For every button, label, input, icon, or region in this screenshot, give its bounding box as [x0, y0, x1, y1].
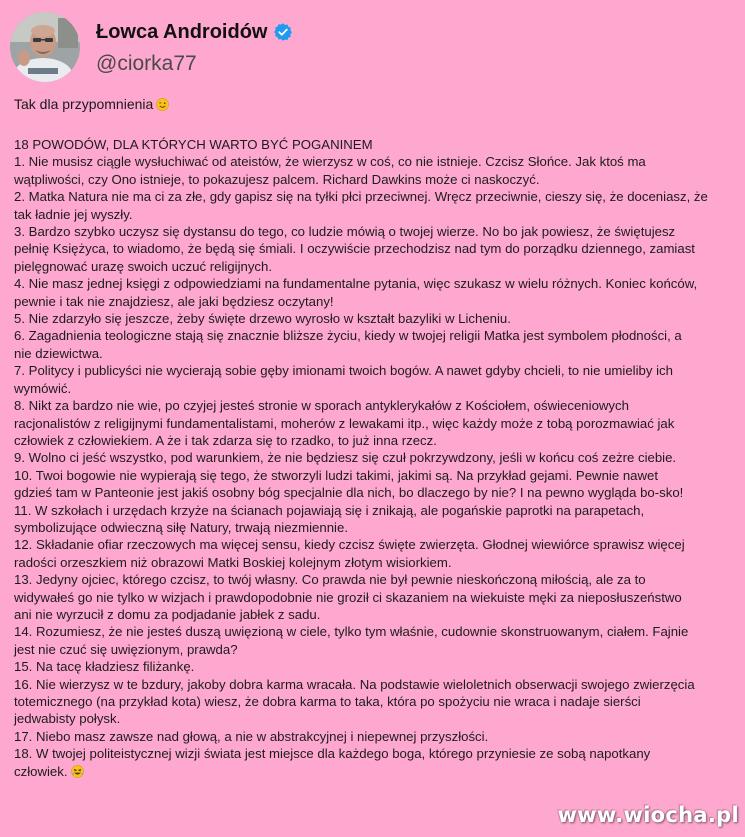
- post-line: [14, 623, 734, 640]
- post-line: [14, 432, 734, 449]
- post-line: [14, 502, 734, 519]
- post-line-text: 6. Zagadnienia teologiczne stają się znacznie bliższe życiu, kiedy w twojej religii Matka jest symbolem płodności, a: [14, 328, 682, 344]
- post-line: [14, 571, 734, 588]
- post-line-text: 4. Nie masz jednej księgi z odpowiedziami na fundamentalne pytania, więc szukasz w wielu różnych. Koniec końców,: [14, 276, 698, 292]
- post-line-text: 7. Politycy i publicyści nie wycierają sobie gęby imionami twoich bogów. A nawet gdyby chcieli, to nie umieliby ich: [14, 363, 673, 379]
- post-line-text: 1. Nie musisz ciągle wysłuchiwać od ateistów, że wierzysz w coś, co nie istnieje. Czcisz Słońce. Jak ktoś ma: [14, 154, 646, 170]
- post-line: [14, 153, 734, 170]
- post-line-text: 14. Rozumiesz, że nie jesteś duszą uwięzioną w ciele, tylko tym właśnie, cudownie skonstruowanym, ciałem. Fajnie: [14, 624, 689, 640]
- post-line: [14, 362, 734, 379]
- post-line-text: 16. Nie wierzysz w te bzdury, jakoby dobra karma wracała. Na podstawie wieloletnich obserwacji swojego zwierzęcia: [14, 676, 695, 692]
- post-line: [14, 710, 734, 727]
- post-line-text: 9. Wolno ci jeść wszystko, pod warunkiem, że nie będziesz się czuł pokrzywdzony, jeśli w końcu coś zeżre ciebie.: [14, 450, 677, 466]
- post-line: [14, 327, 734, 344]
- post-line-text: symbolizujące odwieczną siłę Natury, trwają niezmiennie.: [14, 519, 348, 535]
- post-line: [14, 519, 734, 536]
- site-watermark: www.wiocha.pl: [557, 803, 739, 827]
- post-line-text: racjonalistów z religijnymi fundamentalistami, moherów z lewakami itp., więc każdy może z tobą porozmawiać jak: [14, 415, 675, 431]
- post-line: [14, 676, 734, 693]
- post-line: [14, 763, 734, 780]
- post-line: [14, 554, 734, 571]
- post-line-text: 10. Twoi bogowie nie wypierają się tego, że stworzyli ludzi takimi, jakimi są. Na przykład gejami. Pewnie nawet: [14, 467, 659, 483]
- post-line: [14, 415, 734, 432]
- post-line: [14, 728, 734, 745]
- post-intro-text: Tak dla przypomnienia: [14, 96, 154, 112]
- post-line-text: pełnię Księżyca, to wiadomo, że będą się śmiali. I oczywiście przechodzisz nad tym do porządku dziennego, zamiast: [14, 241, 695, 257]
- post-line-text: 15. Na tacę kładziesz filiżankę.: [14, 659, 195, 675]
- post-line-text: widywałeś go nie tylko w wizjach i prawdopodobnie nie groził ci skazaniem na wiekuiste męki za nieposłuszeństwo: [14, 589, 682, 605]
- avatar-photo: [10, 12, 80, 82]
- post-line-text: ani nie wyrzucił z domu za podjadanie jabłek z sadu.: [14, 606, 321, 622]
- post-line: [14, 449, 734, 466]
- post-line: [14, 606, 734, 623]
- post-line: [14, 293, 734, 310]
- post-line: [14, 658, 734, 675]
- post-line: [14, 484, 734, 501]
- post-line-text: 3. Bardzo szybko uczysz się dystansu do tego, co ludzie mówią o twojej wierze. No bo jak powiesz, że świętujesz: [14, 224, 676, 240]
- post-line: [14, 693, 734, 710]
- post-line: [14, 223, 734, 240]
- post-line: [14, 188, 734, 205]
- post-line-text: radości orzeszkiem niż obrazowi Matki Boskiej kolejnym złotym wisiorkiem.: [14, 554, 452, 570]
- rolling-laughing-face-icon: [71, 765, 84, 778]
- post-line: [14, 240, 734, 257]
- name-row: [96, 21, 293, 44]
- post-line: [14, 745, 734, 762]
- post-line-text: jest nie czuć się uwięzionym, prawda?: [14, 641, 238, 657]
- post-line: [14, 206, 734, 223]
- post-line: [14, 258, 734, 275]
- verified-badge-icon: [273, 22, 293, 42]
- post-line: [14, 136, 734, 153]
- post-line-text: wymówić.: [14, 380, 72, 396]
- post-line-text: człowiek z człowiekiem. A że i tak zdarza się to rzadko, to już inna rzecz.: [14, 432, 437, 448]
- post-line-text: jedwabisty połysk.: [14, 711, 121, 727]
- post-intro: [14, 96, 169, 112]
- post-line-text: 12. Składanie ofiar rzeczowych ma więcej sensu, kiedy czcisz święte zwierzęta. Głodnej wiewiórce sprawisz więcej: [14, 537, 685, 553]
- post-line-text: wątpliwości, czy Ono istnieje, to pokazujesz palcem. Richard Dawkins może ci naskoczyć.: [14, 171, 540, 187]
- post-line-text: 13. Jedyny ojciec, którego czcisz, to twój własny. Co prawda nie był pewnie nieskończoną miłością, ale za to: [14, 572, 646, 588]
- post-line-text: totemicznego (na przykład kota) wiesz, że dobra karma to taka, która po spożyciu nie wraca i nadaje sierści: [14, 694, 641, 709]
- post-line: [14, 589, 734, 606]
- post-line: [14, 467, 734, 484]
- post-line-text: 8. Nikt za bardzo nie wie, po czyjej jesteś stronie w sporach antyklerykałów z Kościołem, oświeceniowych: [14, 398, 629, 414]
- post-header: [10, 12, 293, 82]
- post-line-text: 11. W szkołach i urzędach krzyże na ścianach pojawiają się i znikają, ale pogańskie paprotki na parapetach,: [14, 502, 645, 518]
- winking-face-icon: [156, 98, 169, 111]
- author-names: [96, 21, 293, 76]
- post-line: [14, 275, 734, 292]
- post-line: [14, 397, 734, 414]
- post-line: [14, 380, 734, 397]
- author-handle[interactable]: @ciorka77: [96, 51, 197, 75]
- post-line-text: pewnie i tak nie znajdziesz, ale jaki będziesz oczytany!: [14, 293, 334, 309]
- post-line-text: człowiek.: [14, 763, 68, 779]
- post-line-text: nie dziewictwa.: [14, 345, 103, 361]
- post-line: [14, 310, 734, 327]
- author-display-name[interactable]: Łowca Androidów: [96, 20, 268, 43]
- post-line-text: 2. Matka Natura nie ma ci za złe, gdy gapisz się na tyłki płci przeciwnej. Wręcz przeciwnie, cieszy się, że doceniasz, że: [14, 189, 708, 205]
- avatar[interactable]: [10, 12, 80, 82]
- post-line-text: 18. W twojej politeistycznej wizji świata jest miejsce dla każdego boga, którego przyniesie ze sobą napotkany: [14, 746, 651, 762]
- post-line-text: 5. Nie zdarzyło się jeszcze, żeby święte drzewo wyrosło w kształt bazyliki w Licheniu.: [14, 311, 511, 327]
- post-line-text: tak ładnie jej wyszły.: [14, 206, 133, 222]
- post-line: [14, 641, 734, 658]
- post-line-text: 17. Niebo masz zawsze nad głową, a nie w abstrakcyjnej i niepewnej przyszłości.: [14, 728, 489, 744]
- post-line: [14, 536, 734, 553]
- post-line-text: 18 POWODÓW, DLA KTÓRYCH WARTO BYĆ POGANINEM: [14, 137, 373, 152]
- post-line-text: pielęgnować urazę swoich uczuć religijnych.: [14, 258, 273, 274]
- post-line: [14, 171, 734, 188]
- post-line-text: gdzieś tam w Panteonie jest jakiś osobny bóg specjalnie dla nich, bo dlaczego by nie? I na pewno wygląda bo-sko!: [14, 485, 684, 501]
- post-body: [14, 136, 734, 780]
- post-line: [14, 345, 734, 362]
